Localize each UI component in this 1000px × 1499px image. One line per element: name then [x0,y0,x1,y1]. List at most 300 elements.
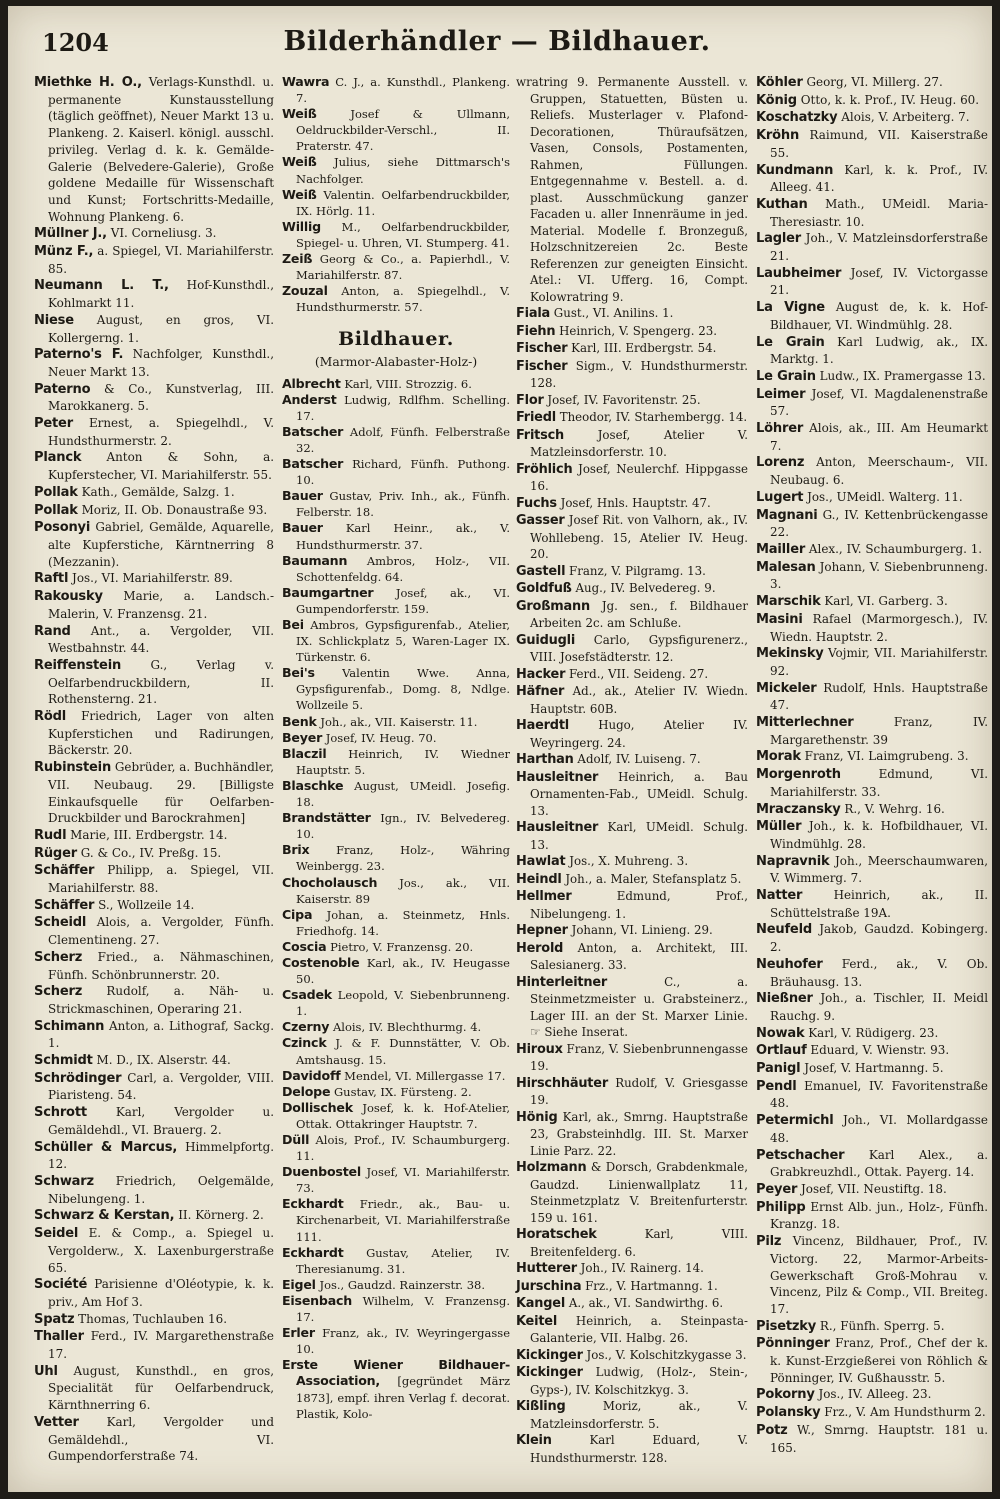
directory-entry [34,519,274,570]
entry-name: Mickeler [756,680,817,696]
entry-name: Schüller & Marcus, [34,1139,178,1155]
directory-entry [282,251,510,283]
entry-text: Karl Alex., a. Grabkreuzhdl., Ottak. Payerg. 14. [770,1147,988,1180]
entry-name: Erste Wiener Bildhauer-Association, [282,1357,510,1389]
entry-name: Paterno's F. [34,347,124,363]
entry-text: Eduard, V. Wienstr. 93. [810,1043,950,1058]
entry-text: Gabriel, Gemälde, Aquarelle, alte Kupferstiche, Kärntnerring 8 (Mezzanin). [48,520,274,569]
entry-name: Laubheimer [756,265,842,281]
entry-name: Fiala [516,306,551,321]
entry-text: Karl, VIII. Breitenfelderg. 6. [530,1227,748,1259]
entry-text: Rudolf, a. Näh- u. Strickmaschinen, Operaring 21. [48,984,274,1016]
entry-text: Alois, IV. Blechthurmg. 4. [332,1020,482,1035]
entry-text: Josef, IV. Victorgasse 21. [770,265,989,298]
entry-text: Heinrich, a. Bau Ornamenten-Fab., UMeidl. Schulg. 13. [530,769,749,818]
entry-text: Jg. sen., f. Bildhauer Arbeiten 2c. am Schluße. [530,598,748,630]
entry-text: Josef, VII. Neustiftg. 18. [801,1182,947,1196]
entry-text: Sigm., V. Hundsthurmerstr. 128. [530,358,748,390]
entry-text: G., IV. Kettenbrückengasse 22. [770,507,989,540]
entry-name: Reiffenstein [34,657,122,673]
directory-entry [756,990,988,1024]
directory-entry [34,588,274,622]
directory-entry [516,1313,748,1347]
entry-name: Dollischek [282,1099,353,1115]
directory-entry [282,730,510,746]
entry-text: Ferd., IV. Margarethenstraße 17. [48,1329,274,1362]
entry-text: Josef, VI. Mariahilferstr. 73. [296,1165,510,1196]
directory-entry [516,1278,748,1296]
entry-text: G., Verlag v. Oelfarbendruckbildern, II. Rothensterng. 21. [48,657,275,707]
entry-text: Himmelpfortg. 12. [48,1139,275,1172]
directory-entry [516,323,748,341]
directory-entry [756,1060,988,1078]
entry-name: Hönig [516,1109,558,1125]
entry-name: Batscher [282,423,344,439]
directory-entry [34,1070,274,1104]
directory-entry [282,778,510,810]
page-number: 1204 [42,28,109,57]
directory-entry [756,1335,988,1386]
directory-entry [756,541,988,559]
directory-entry [516,495,748,513]
entry-name: Harthan [516,752,574,767]
entry-name: Petschacher [756,1147,845,1163]
directory-entry [516,853,748,871]
directory-entry [282,1357,510,1421]
entry-text: Karl, ak., IV. Heugasse 50. [296,955,510,987]
entry-name: Eisenbach [282,1292,353,1308]
entry-name: Keitel [516,1313,558,1329]
directory-entry [282,187,510,219]
entry-text: Pietro, V. Franzensg. 20. [330,939,474,954]
directory-entry [756,368,988,386]
entry-text: Josef, k. k. Hof-Atelier, Ottak. Ottakringer Hauptstr. 7. [296,1100,511,1131]
entry-name: Petermichl [756,1113,834,1129]
directory-entry [34,243,274,277]
entry-name: Seidel [34,1226,79,1242]
entry-name: Fischer [516,341,568,356]
entry-text: Vojmir, VII. Mariahilferstr. 92. [770,646,989,678]
column-2 [282,74,510,1422]
entry-name: Le Grain [756,368,816,384]
entry-name: Klein [516,1433,552,1448]
directory-entry [516,358,748,392]
entry-name: Philipp [756,1199,806,1215]
entry-text: August de, k. k. Hof-Bildhauer, VI. Windmühlg. 28. [770,300,989,332]
entry-name: Schäffer [34,863,95,879]
entry-text: Philipp, a. Spiegel, VII. Mariahilferstr. 88. [48,863,275,896]
entry-text: Johan, a. Steinmetz, Hnls. Friedhofg. 14. [296,907,510,938]
entry-text: Thomas, Tuchlauben 16. [78,1311,227,1326]
entry-name: Potz [756,1422,788,1438]
directory-entry [34,1207,274,1225]
entry-text: Joh., k. k. Hofbildhauer, VI. Windmühlg. 28. [770,819,988,851]
entry-name: Gastell [516,563,566,579]
entry-name: Scherz [34,949,83,965]
entry-name: Fuchs [516,495,557,511]
directory-entry [756,1078,988,1112]
directory-entry [516,940,748,974]
entry-text: Franz, V. Siebenbrunnengasse 19. [530,1041,748,1073]
directory-entry [516,1260,748,1278]
entry-name: Fröhlich [516,461,573,477]
entry-text: G. & Co., IV. Preßg. 15. [80,845,222,860]
entry-text: J. & F. Dunnstätter, V. Ob. Amtshausg. 15. [296,1036,511,1067]
entry-name: Bei [282,617,304,632]
entry-text: Karl, k. k. Prof., IV. Alleeg. 41. [770,162,989,195]
directory-entry [516,1159,748,1226]
entry-text: Adolf, IV. Luiseng. 7. [577,752,701,766]
directory-entry [756,74,988,92]
directory-entry [756,265,988,299]
entry-name: Schmidt [34,1053,93,1069]
entry-text: & Dorsch, Grabdenkmale, Gaudzd. Linienwallplatz 11, Steinmetzplatz V. Breitenfurterstr. 159 u. 161. [530,1160,748,1225]
entry-name: Nießner [756,991,813,1007]
directory-entry [282,907,510,939]
entry-text: Emanuel, IV. Favoritenstraße 48. [770,1078,989,1111]
entry-text: E. & Comp., a. Spiegel u. Vergolderw., X. Laxenburgerstraße 65. [48,1226,275,1275]
entry-text: Valentin. Oelfarbendruckbilder, IX. Hörlg. 11. [296,187,510,218]
directory-entry [34,949,274,983]
directory-entry [516,427,748,461]
directory-entry [34,312,274,346]
entry-text: Valentin Wwe. Anna, Gypsfigurenfab., Domg. 8, Ndlge. Wollzeile 5. [296,666,510,713]
directory-entry [282,392,510,424]
entry-name: Vetter [34,1414,79,1430]
entry-name: Düll [282,1132,310,1147]
directory-entry [34,1414,274,1465]
directory-entry [34,1018,274,1052]
entry-name: Kundmann [756,162,834,178]
directory-entry [282,424,510,456]
directory-entry [756,593,988,611]
directory-entry [282,283,510,315]
entry-text: Karl, III. Erdbergstr. 54. [571,341,717,355]
entry-name: Baumgartner [282,584,374,600]
entry-text: Franz, VI. Laimgrubeng. 3. [804,749,969,764]
entry-text: W., Smrng. Hauptstr. 181 u. 165. [770,1422,989,1455]
entry-name: Kißling [516,1399,566,1414]
entry-name: Thaller [34,1329,84,1345]
entry-name: Wawra [282,74,330,89]
entry-text: Jakob, Gaudzd. Kobingerg. 2. [770,922,988,955]
entry-name: Brandstätter [282,810,371,826]
directory-entry [282,714,510,730]
entry-name: Holzmann [516,1160,587,1175]
entry-text: Ad., ak., Atelier IV. Wiedn. Hauptstr. 60B. [530,684,749,716]
entry-name: Duenbostel [282,1164,361,1180]
entry-name: Miethke H. O., [34,75,142,90]
entry-name: Peyer [756,1182,798,1197]
directory-entry [34,346,274,380]
directory-entry [756,1199,988,1233]
directory-entry [516,922,748,940]
directory-entry [756,162,988,196]
entry-name: Hinterleitner [516,974,608,990]
entry-name: Mekinsky [756,646,824,662]
directory-entry [34,827,274,845]
entry-text: II. Körnerg. 2. [178,1208,264,1223]
entry-text: Heinrich, IV. Wiedner Hauptstr. 5. [296,746,511,777]
entry-name: Löhrer [756,421,804,437]
directory-entry [34,1173,274,1207]
entry-text: Karl, UMeidl. Schulg. 13. [530,820,748,852]
entry-text: Ferd., VII. Seideng. 27. [569,666,709,681]
entry-text: Alex., IV. Schaumburgerg. 1. [808,541,983,556]
entry-text: Heinrich, V. Spengerg. 23. [559,323,717,338]
entry-name: Coscia [282,938,327,954]
directory-entry [756,92,988,110]
directory-entry [282,1019,510,1035]
directory-entry [34,225,274,243]
entry-name: Benk [282,713,317,729]
entry-text: R., Fünfh. Sperrg. 5. [819,1318,945,1333]
directory-entry [756,196,988,230]
entry-name: Paterno [34,381,91,397]
entry-name: Planck [34,450,82,466]
entry-name: Cipa [282,906,313,922]
entry-text: [gegründet März 1873], empf. ihren Verlag f. decorat. Plastik, Kolo- [296,1374,510,1421]
entry-name: Magnani [756,507,818,523]
directory-entry [756,507,988,541]
directory-entry [756,801,988,819]
section-title: Bildhauer. [338,328,454,351]
entry-name: Zeiß [282,251,313,267]
entry-name: Herold [516,940,564,956]
entry-text: Joh., IV. Rainerg. 14. [580,1261,704,1275]
entry-name: Pokorny [756,1387,815,1403]
entry-text: Gustav, Priv. Inh., ak., Fünfh. Felberstr. 18. [296,489,510,520]
directory-entry [282,665,510,713]
entry-text: August, Kunsthdl., en gros, Specialität für Oelfarbendruck, Kärnthnerring 6. [48,1363,274,1413]
entry-text: Ludw., IX. Pramergasse 13. [819,368,986,383]
directory-entry [282,1196,510,1244]
directory-entry [282,219,510,251]
directory-entry [282,376,510,392]
entry-name: Häfner [516,684,565,699]
entry-text: Johann, VI. Linieng. 29. [571,923,713,937]
directory-entry [516,1295,748,1313]
entry-name: Jurschina [516,1278,582,1294]
entry-name: Schrödinger [34,1070,122,1086]
entry-name: Anderst [282,391,337,407]
directory-entry [756,1025,988,1043]
running-title: Bilderhändler — Bildhauer. [283,26,711,57]
entry-text: Anton, Meerschaum-, VII. Neubaug. 6. [770,455,988,488]
entry-name: Weiß [282,186,317,202]
directory-entry [516,392,748,410]
directory-entry [756,1112,988,1146]
directory-entry [282,1277,510,1293]
entry-name: Marschik [756,594,821,610]
directory-entry [282,106,510,154]
entry-name: Morgenroth [756,767,841,783]
directory-entry [756,1404,988,1422]
entry-name: Hepner [516,923,568,938]
entry-name: Rudl [34,827,67,843]
entry-name: Koschatzky [756,110,838,126]
entry-text: Josef, Atelier V. Matzleinsdorferstr. 10. [530,427,748,459]
directory-entry [282,746,510,778]
entry-text: Theodor, IV. Starhembergg. 14. [559,410,748,424]
entry-name: Hiroux [516,1041,563,1057]
entry-text: Verlags-Kunsthdl. u. permanente Kunstausstellung (täglich geöffnet), Neuer Markt 13 u. Plankeng. 2. Kaiserl. königl. ausschl. privileg. Verlag d. k. k. Gemälde-Galerie (Belvedere-Galerie), Große goldene Medaille für Wissenschaft und Kunst; Fortschritts-Medaille, Wohnung Plankeng. 6. [48,75,274,224]
entry-name: Albrecht [282,375,341,391]
directory-entry [34,1328,274,1362]
entry-name: Peter [34,416,73,432]
directory-entry [516,871,748,889]
directory-entry [34,983,274,1017]
directory-entry [756,1318,988,1336]
entry-text: Parisienne d'Oléotypie, k. k. priv., Am Hof 3. [48,1277,274,1309]
entry-text: Karl, ak., Smrng. Hauptstraße 23, Grabsteinhdlg. III. St. Marxer Linie Parz. 22. [530,1109,748,1158]
directory-entry [34,845,274,863]
entry-text: Josef, ak., VI. Gumpendorferstr. 159. [296,585,510,616]
entry-name: Hirschhäuter [516,1075,608,1091]
entry-text: S., Wollzeile 14. [98,897,195,912]
directory-entry [516,563,748,581]
entry-name: Batscher [282,456,344,472]
entry-name: Guidugli [516,632,576,648]
entry-text: Gust., VI. Anilins. 1. [553,306,674,320]
entry-name: Hausleitner [516,769,599,785]
directory-entry [516,683,748,717]
directory-entry [516,1226,748,1260]
directory-entry [34,449,274,483]
entry-text: Joh., VI. Mollardgasse 48. [770,1113,988,1145]
entry-name: Kangel [516,1296,566,1311]
directory-entry [516,1398,748,1432]
directory-entry [282,617,510,665]
directory-entry [34,1225,274,1276]
directory-entry [756,921,988,955]
entry-name: Pollak [34,484,78,500]
directory-entry [516,340,748,358]
entry-name: Pisetzky [756,1318,817,1334]
entry-name: Uhl [34,1363,58,1379]
entry-text: Karl, VI. Garberg. 3. [824,594,948,609]
directory-entry [34,484,274,502]
directory-entry [34,914,274,948]
directory-entry [282,939,510,955]
directory-entry [34,1104,274,1138]
entry-text: Karl, Vergolder u. Gemäldehdl., VI. Brauerg. 2. [48,1105,275,1137]
entry-name: Scheidl [34,915,87,931]
entry-text: Nachfolger, Kunsthdl., Neuer Markt 13. [48,347,275,379]
directory-entry [756,109,988,127]
entry-text: Karl, VIII. Strozzig. 6. [344,376,472,391]
directory-entry [756,956,988,990]
entry-name: Rand [34,623,71,639]
column-2-bottom-entries [282,376,510,1422]
entry-text: Georg, VI. Millerg. 27. [806,75,943,89]
directory-entry [282,875,510,907]
entry-text: Joh., Meerschaumwaren, V. Wimmerg. 7. [770,853,988,886]
directory-entry [756,1233,988,1318]
entry-text: Ant., a. Vergolder, VII. Westbahnstr. 44. [48,623,274,656]
directory-entry [756,559,988,593]
entry-text: Josef & Ullmann, Oeldruckbilder-Verschl., II. Praterstr. 47. [296,107,510,154]
directory-entry [516,1109,748,1160]
directory-entry [516,666,748,684]
directory-entry [282,553,510,585]
directory-entry [34,862,274,896]
entry-text: M., Oelfarbendruckbilder, Spiegel- u. Uhren, VI. Stumperg. 41. [296,219,510,250]
entry-name: Schwarz [34,1174,94,1189]
directory-entry [282,955,510,987]
entry-text: Josef, Neulerchf. Hippgasse 16. [530,461,748,493]
section-subtitle: (Marmor-Alabaster-Holz-) [314,353,478,369]
entry-name: Müllner J., [34,226,107,242]
entry-text: Karl Eduard, V. Hundsthurmerstr. 128. [530,1433,749,1465]
entry-text: Heinrich, a. Steinpasta-Galanterie, VII. Halbg. 26. [530,1313,748,1345]
column-3 [516,74,748,1466]
entry-name: Spatz [34,1311,75,1327]
entry-text: Jos., Gaudzd. Rainzerstr. 38. [319,1277,485,1292]
directory-entry [516,598,748,632]
directory-entry [516,1364,748,1398]
directory-entry [756,748,988,766]
entry-name: Erler [282,1325,315,1341]
entry-name: Pönninger [756,1336,830,1352]
directory-entry [282,1035,510,1067]
entry-text: Franz, Holz-, Währing Weinbergg. 23. [296,843,510,874]
entry-name: Eckhardt [282,1196,344,1212]
directory-entry [34,1052,274,1070]
entry-text: Fried., a. Nähmaschinen, Fünfh. Schönbrunnerstr. 20. [48,949,274,982]
entry-text: Gustav, Atelier, IV. Theresianumg. 31. [296,1245,510,1276]
entry-text: Ambros, Gypsfigurenfab., Atelier, IX. Schlickplatz 5, Waren-Lager IX. Türkenstr. 6. [296,618,510,665]
entry-text: Ernest, a. Spiegelhdl., V. Hundsthurmerstr. 2. [48,416,274,448]
entry-text: Edmund, Prof., Nibelungeng. 1. [530,889,748,921]
entry-name: König [756,92,797,108]
entry-name: Lorenz [756,455,805,471]
directory-entry [282,1068,510,1084]
entry-text: Carlo, Gypsfigurenerz., VIII. Josefstädterstr. 12. [530,632,749,664]
entry-text: Adolf, Fünfh. Felberstraße 32. [296,424,510,455]
directory-entry [516,1347,748,1365]
entry-name: Nowak [756,1025,805,1041]
entry-text: Josef, V. Hartmanng. 5. [804,1061,944,1076]
entry-name: Zouzal [282,283,328,299]
entry-text: Richard, Fünfh. Puthong. 10. [296,457,511,488]
entry-name: Lugert [756,489,804,505]
entry-text: Ludwig, Rdlfhm. Schelling. 17. [296,392,510,423]
entry-name: Csadek [282,987,332,1003]
entry-name: Goldfuß [516,581,572,596]
directory-entry [34,277,274,311]
directory-entry [756,334,988,368]
directory-entry [516,1075,748,1109]
entry-text: Marie, a. Landsch.-Malerin, V. Franzensg. 21. [48,589,274,621]
entry-name: Kröhn [756,128,800,144]
entry-text: Moriz, ak., V. Matzleinsdorferstr. 5. [530,1399,748,1431]
entry-name: Pendl [756,1078,797,1094]
directory-entry [282,1164,510,1196]
entry-text: R., V. Wehrg. 16. [844,801,945,816]
entry-text: C., a. Steinmetzmeister u. Grabsteinerz., Lager III. an der St. Marxer Linie. ☞ Siehe Inserat. [530,974,748,1039]
entry-text: Anton, a. Lithograf, Sackg. 1. [48,1018,274,1051]
entry-name: Rubinstein [34,760,112,776]
entry-text: Josef, IV. Favoritenstr. 25. [547,392,701,407]
entry-name: Bauer [282,520,323,536]
entry-name: Masini [756,611,803,627]
entry-name: Polansky [756,1405,821,1421]
entry-text: Ernst Alb. jun., Holz-, Fünfh. Kranzg. 18. [770,1199,988,1232]
directory-entry [282,488,510,520]
entry-text: & Co., Kunstverlag, III. Marokkanerg. 5. [48,381,274,414]
entry-text: Karl Heinr., ak., V. Hundsthurmerstr. 37. [296,521,510,552]
